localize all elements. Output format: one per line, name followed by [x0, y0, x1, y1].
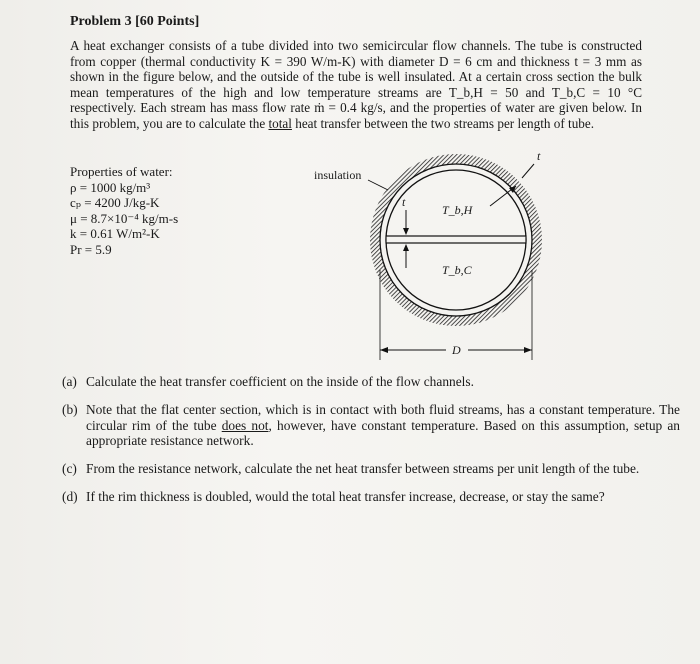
tube-diagram [308, 150, 558, 372]
hot-stream-label: T_b,H [442, 203, 473, 217]
intro-end-text: heat transfer between the two streams per length of tube. [295, 115, 595, 131]
property-specific-heat: cₚ = 4200 J/kg-K [70, 195, 160, 211]
question-b [62, 402, 680, 449]
insulation-leader-line [368, 180, 388, 190]
property-prandtl: Pr = 5.9 [70, 241, 112, 257]
property-conductivity: k = 0.61 W/m²-K [70, 226, 160, 242]
question-b-text-before: Note that the flat center section, which is in contact with both fluid streams, has a constant temperature. The circular rim of the tube [86, 401, 680, 433]
question-letter: (d) [62, 488, 78, 504]
question-text: From the resistance network, calculate the net heat transfer between streams per unit length of the tube. [86, 461, 640, 477]
question-b-underlined: does not [221, 417, 269, 433]
properties-heading: Properties of water: [70, 164, 173, 179]
cold-stream-label: T_b,C [442, 263, 472, 277]
rim-thickness-label: t [537, 150, 541, 163]
intro-underlined-word: total [268, 115, 292, 131]
tube-cross-section-figure [308, 150, 558, 372]
question-text: Calculate the heat transfer coefficient on the inside of the flow channels. [86, 374, 474, 389]
question-text [86, 402, 680, 449]
water-properties [70, 164, 290, 258]
property-density: ρ = 1000 kg/m³ [70, 179, 151, 195]
question-a [62, 374, 680, 390]
question-letter: (c) [62, 461, 77, 477]
question-c [62, 461, 680, 477]
property-viscosity: μ = 8.7×10⁻⁴ kg/m-s [70, 210, 179, 226]
question-letter: (b) [62, 401, 78, 417]
insulation-label: insulation [314, 168, 362, 182]
question-b-text-after: , however, have constant temperature. Based on this assumption, setup an appropriate resistance network. [86, 417, 680, 449]
diameter-label: D [452, 343, 461, 357]
intro-text: A heat exchanger consists of a tube divided into two semicircular flow channels. The tube is constructed from copper (thermal conductivity K = 390 W/m-K) with diameter D = 6 cm and thickness t = 3 mm as shown in the figure below, and the outside of the tube is well insulated. At a certain cross section the bulk mean temperatures of the high and low temperature streams are T_b,H = 50 and T_b,C = 10 °C respectively. Each stream has mass flow rate ṁ = 0.4 kg/s, and the properties of water are given below. In this problem, you are to calculate the [70, 38, 642, 131]
center-divider-plate [386, 236, 526, 243]
problem-statement [70, 38, 642, 132]
plate-thickness-label: t [402, 195, 406, 209]
question-d [62, 489, 680, 505]
question-letter: (a) [62, 374, 77, 389]
problem-title: Problem 3 [60 Points] [70, 14, 200, 29]
question-text: If the rim thickness is doubled, would the total heat transfer increase, decrease, or stay the same? [86, 488, 605, 504]
question-list [62, 374, 680, 517]
